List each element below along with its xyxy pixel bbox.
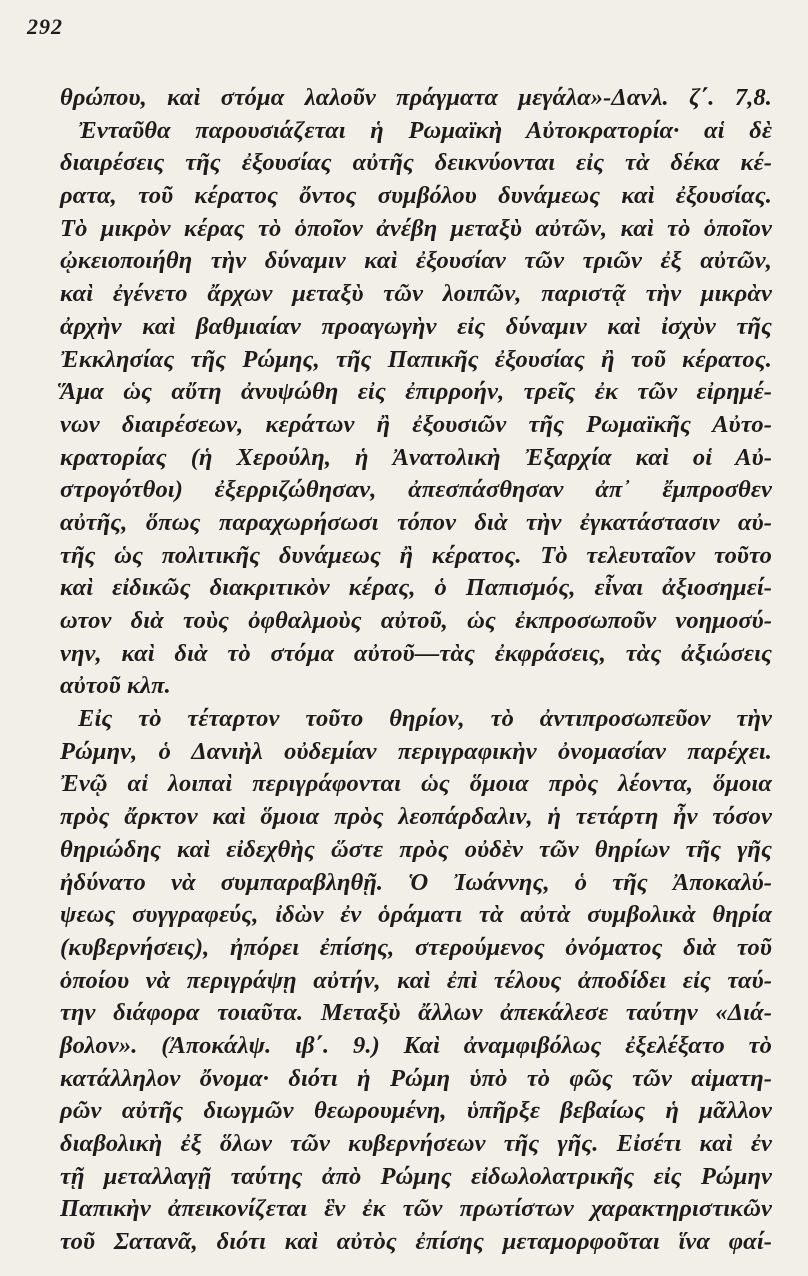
text-line: νων διαιρέσεων, κεράτων ἢ ἐξουσιῶν τῆς Ρωμαϊκῆς Αὐτο-	[60, 410, 772, 438]
text-line: Ἐνῷ αἱ λοιπαὶ περιγράφονται ὡς ὅμοια πρὸς λέοντα, ὅμοια	[60, 770, 772, 798]
text-line: καὶ εἰδικῶς διακριτικὸν κέρας, ὁ Παπισμός, εἶναι ἀξιοσημεί-	[60, 574, 772, 602]
text-line: ἠδύνατο νὰ συμπαραβληθῇ. Ὁ Ἰωάννης, ὁ τῆς Ἀποκαλύ-	[60, 868, 772, 896]
text-line: την διάφορα τοιαῦτα. Μεταξὺ ἄλλων ἀπεκάλεσε ταύτην «Διά-	[60, 999, 772, 1027]
text-line: θηριώδης καὶ εἰδεχθὴς ὥστε πρὸς οὐδὲν τῶν θηρίων τῆς γῆς	[60, 835, 772, 863]
text-line: κατάλληλον ὄνομα· διότι ἡ Ρώμη ὑπὸ τὸ φῶς τῶν αἱματη-	[60, 1064, 772, 1092]
text-line: πρὸς ἄρκτον καὶ ὅμοια πρὸς λεοπάρδαλιν, ἡ τετάρτη ἦν τόσον	[60, 803, 772, 831]
text-line: καὶ ἐγένετο ἄρχων μεταξὺ τῶν λοιπῶν, παριστᾷ τὴν μικρὰν	[60, 280, 772, 308]
paragraph-start-line: Εἰς τὸ τέταρτον τοῦτο θηρίον, τὸ ἀντιπροσωπεῦον τὴν	[78, 705, 772, 733]
text-line: βολον». (Ἀποκάλψ. ιβ΄. 9.) Καὶ ἀναμφιβόλως ἐξελέξατο τὸ	[60, 1031, 772, 1059]
text-line: ᾠκειοποιήθη τὴν δύναμιν καὶ ἐξουσίαν τῶν τριῶν ἐξ αὐτῶν,	[60, 247, 772, 275]
text-line: τοῦ Σατανᾶ, διότι καὶ αὐτὸς ἐπίσης μεταμορφοῦται ἵνα φαί-	[60, 1228, 772, 1256]
text-line: Ἐκκλησίας τῆς Ρώμης, τῆς Παπικῆς ἐξουσίας ἢ τοῦ κέρατος.	[60, 345, 772, 373]
text-line: ὁποίου νὰ περιγράψῃ αὐτήν, καὶ ἐπὶ τέλους ἀποδίδει εἰς ταύ-	[60, 966, 772, 994]
text-line: ρῶν αὐτῆς διωγμῶν θεωρουμένη, ὑπῆρξε βεβαίως ἡ μᾶλλον	[60, 1097, 772, 1125]
text-line: διαιρέσεις τῆς ἐξουσίας αὐτῆς δεικνύονται εἰς τὰ δέκα κέ-	[60, 149, 772, 177]
text-line: κρατορίας (ἡ Χερούλη, ἡ Ἀνατολικὴ Ἐξαρχία καὶ οἱ Αὐ-	[60, 443, 772, 471]
text-line: θρώπου, καὶ στόμα λαλοῦν πράγματα μεγάλα»-Δανλ. ζ΄. 7,8.	[60, 84, 772, 111]
text-line: Παπικὴν ἀπεικονίζεται ἓν ἐκ τῶν πρωτίστων χαρακτηριστικῶν	[60, 1195, 772, 1223]
text-line: τῆς ὡς πολιτικῆς δυνάμεως ἢ κέρατος. Τὸ τελευταῖον τοῦτο	[60, 541, 772, 569]
text-line: ρατα, τοῦ κέρατος ὄντος συμβόλου δυνάμεως καὶ ἐξουσίας.	[60, 182, 772, 210]
text-line: διαβολικὴ ἐξ ὅλων τῶν κυβερνήσεων τῆς γῆς. Εἰσέτι καὶ ἐν	[60, 1130, 772, 1157]
text-line: Ρώμην, ὁ Δανιὴλ οὐδεμίαν περιγραφικὴν ὀνομασίαν παρέχει.	[60, 737, 772, 765]
text-line: νην, καὶ διὰ τὸ στόμα αὐτοῦ—τὰς ἐκφράσεις, τὰς ἀξιώσεις	[60, 639, 772, 667]
page-body-text	[60, 82, 772, 1259]
text-line: (κυβερνήσεις), ἠπόρει ἐπίσης, στερούμενος ὀνόματος διὰ τοῦ	[60, 933, 772, 961]
text-line: ωτον διὰ τοὺς ὀφθαλμοὺς αὐτοῦ, ὡς ἐκπροσωποῦν νοημοσύ-	[60, 607, 772, 634]
page-number: 292	[27, 14, 63, 39]
text-line: αὐτῆς, ὅπως παραχωρήσωσι τόπον διὰ τὴν ἐγκατάστασιν αὐ-	[60, 508, 772, 536]
paragraph-start-line: Ἐνταῦθα παρουσιάζεται ἡ Ρωμαϊκὴ Αὐτοκρατορία· αἱ δὲ	[78, 116, 772, 144]
text-line: Τὸ μικρὸν κέρας τὸ ὁποῖον ἀνέβη μεταξὺ αὐτῶν, καὶ τὸ ὁποῖον	[60, 214, 772, 242]
text-line: ἀρχὴν καὶ βαθμιαίαν προαγωγὴν εἰς δύναμιν καὶ ἰσχὺν τῆς	[60, 312, 772, 340]
text-line: Ἅμα ὡς αὔτη ἀνυψώθη εἰς ἐπιρροήν, τρεῖς ἐκ τῶν εἰρημέ-	[60, 378, 772, 406]
paragraph-end-line: αὐτοῦ κλπ.	[60, 672, 171, 700]
text-line: τῇ μεταλλαγῇ ταύτης ἀπὸ Ρώμης εἰδωλολατρικῆς εἰς Ρώμην	[60, 1162, 772, 1190]
text-line: ψεως συγγραφεύς, ἰδὼν ἐν ὁράματι τὰ αὐτὰ συμβολικὰ θηρία	[60, 901, 772, 929]
text-line: στρογότθοι) ἐξερριζώθησαν, ἀπεσπάσθησαν ἀπ᾽ ἔμπροσθεν	[60, 476, 772, 504]
